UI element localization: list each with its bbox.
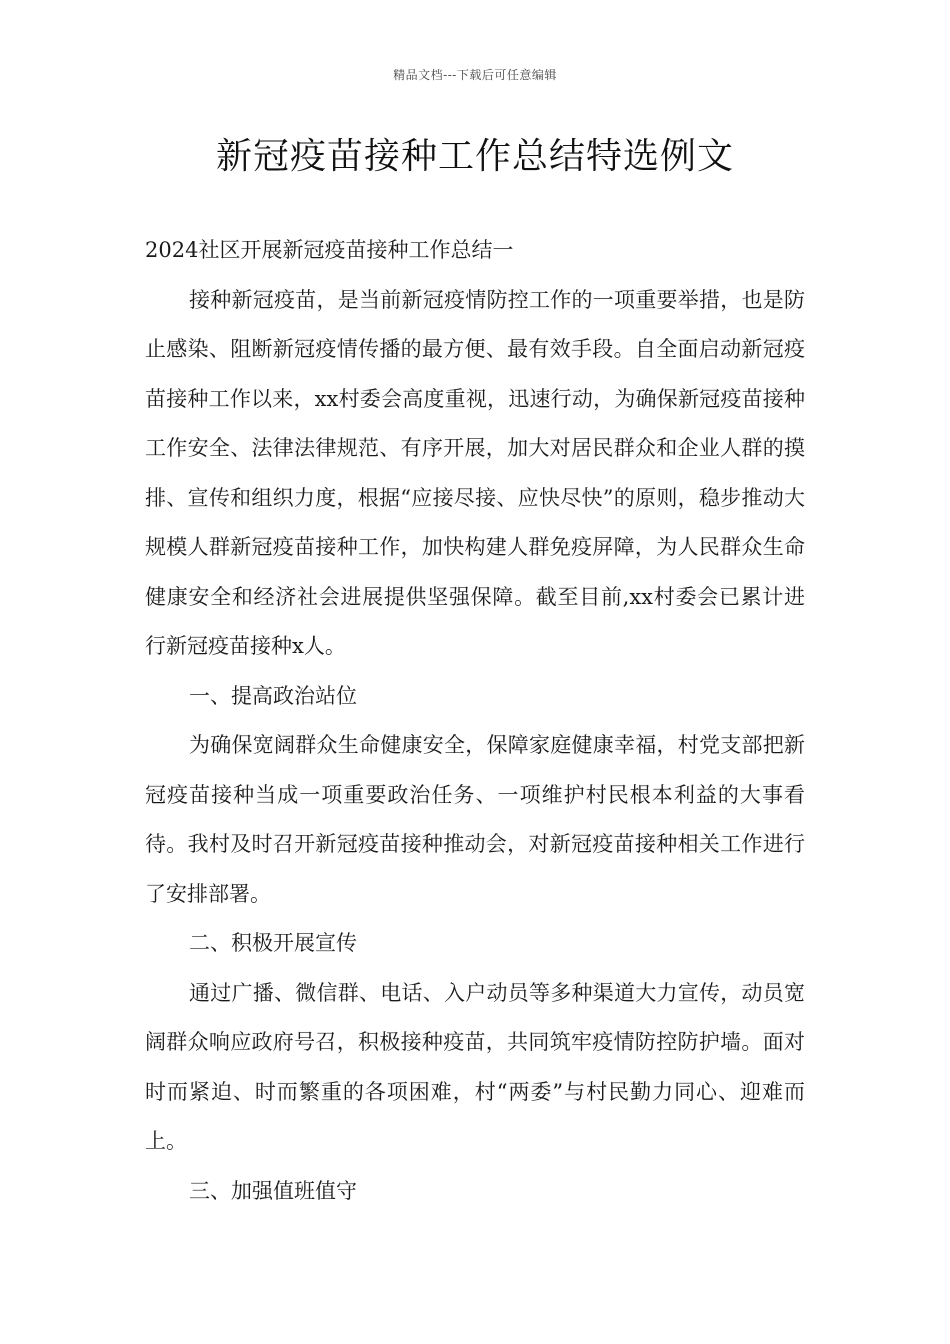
heading-section-2: 二、积极开展宣传: [189, 931, 357, 955]
heading-section-3: 三、加强值班值守: [189, 1178, 357, 1203]
document-title: 新冠疫苗接种工作总结特选例文: [215, 136, 734, 177]
header-note: 精品文档---下载后可任意编辑: [393, 68, 557, 82]
paragraph-intro: 接种新冠疫苗，是当前新冠疫情防控工作的一项重要举措，也是防止感染、阻断新冠疫情传播的最方便、最有效手段。自全面启动新冠疫苗接种工作以来，xx村委会高度重视，迅速行动，为确保新冠疫苗接种工作安全、法律法律规范、有序开展，加大对居民群众和企业人群的摸排、宣传和组织力度，根据“应接尽接、应快尽快”的原则，稳步推动大规模人群新冠疫苗接种工作，加快构建人群免疫屏障，为人民群众生命健康安全和经济社会进展提供坚强保障。截至目前,xx村委会已累计进行新冠疫苗接种x人。: [145, 287, 805, 658]
heading-section-1: 一、提高政治站位: [189, 683, 357, 708]
section-subtitle: 2024社区开展新冠疫苗接种工作总结一: [145, 238, 514, 262]
paragraph-section-2: 通过广播、微信群、电话、入户动员等多种渠道大力宣传，动员宽阔群众响应政府号召，积极接种疫苗，共同筑牢疫情防控防护墙。面对时而紧迫、时而繁重的各项困难，村“两委”与村民勤力同心、迎难而上。: [145, 980, 805, 1153]
document-body: [145, 226, 805, 1216]
paragraph-section-1: 为确保宽阔群众生命健康安全，保障家庭健康幸福，村党支部把新冠疫苗接种当成一项重要政治任务、一项维护村民根本利益的大事看待。我村及时召开新冠疫苗接种推动会，对新冠疫苗接种相关工作进行了安排部署。: [145, 733, 805, 906]
